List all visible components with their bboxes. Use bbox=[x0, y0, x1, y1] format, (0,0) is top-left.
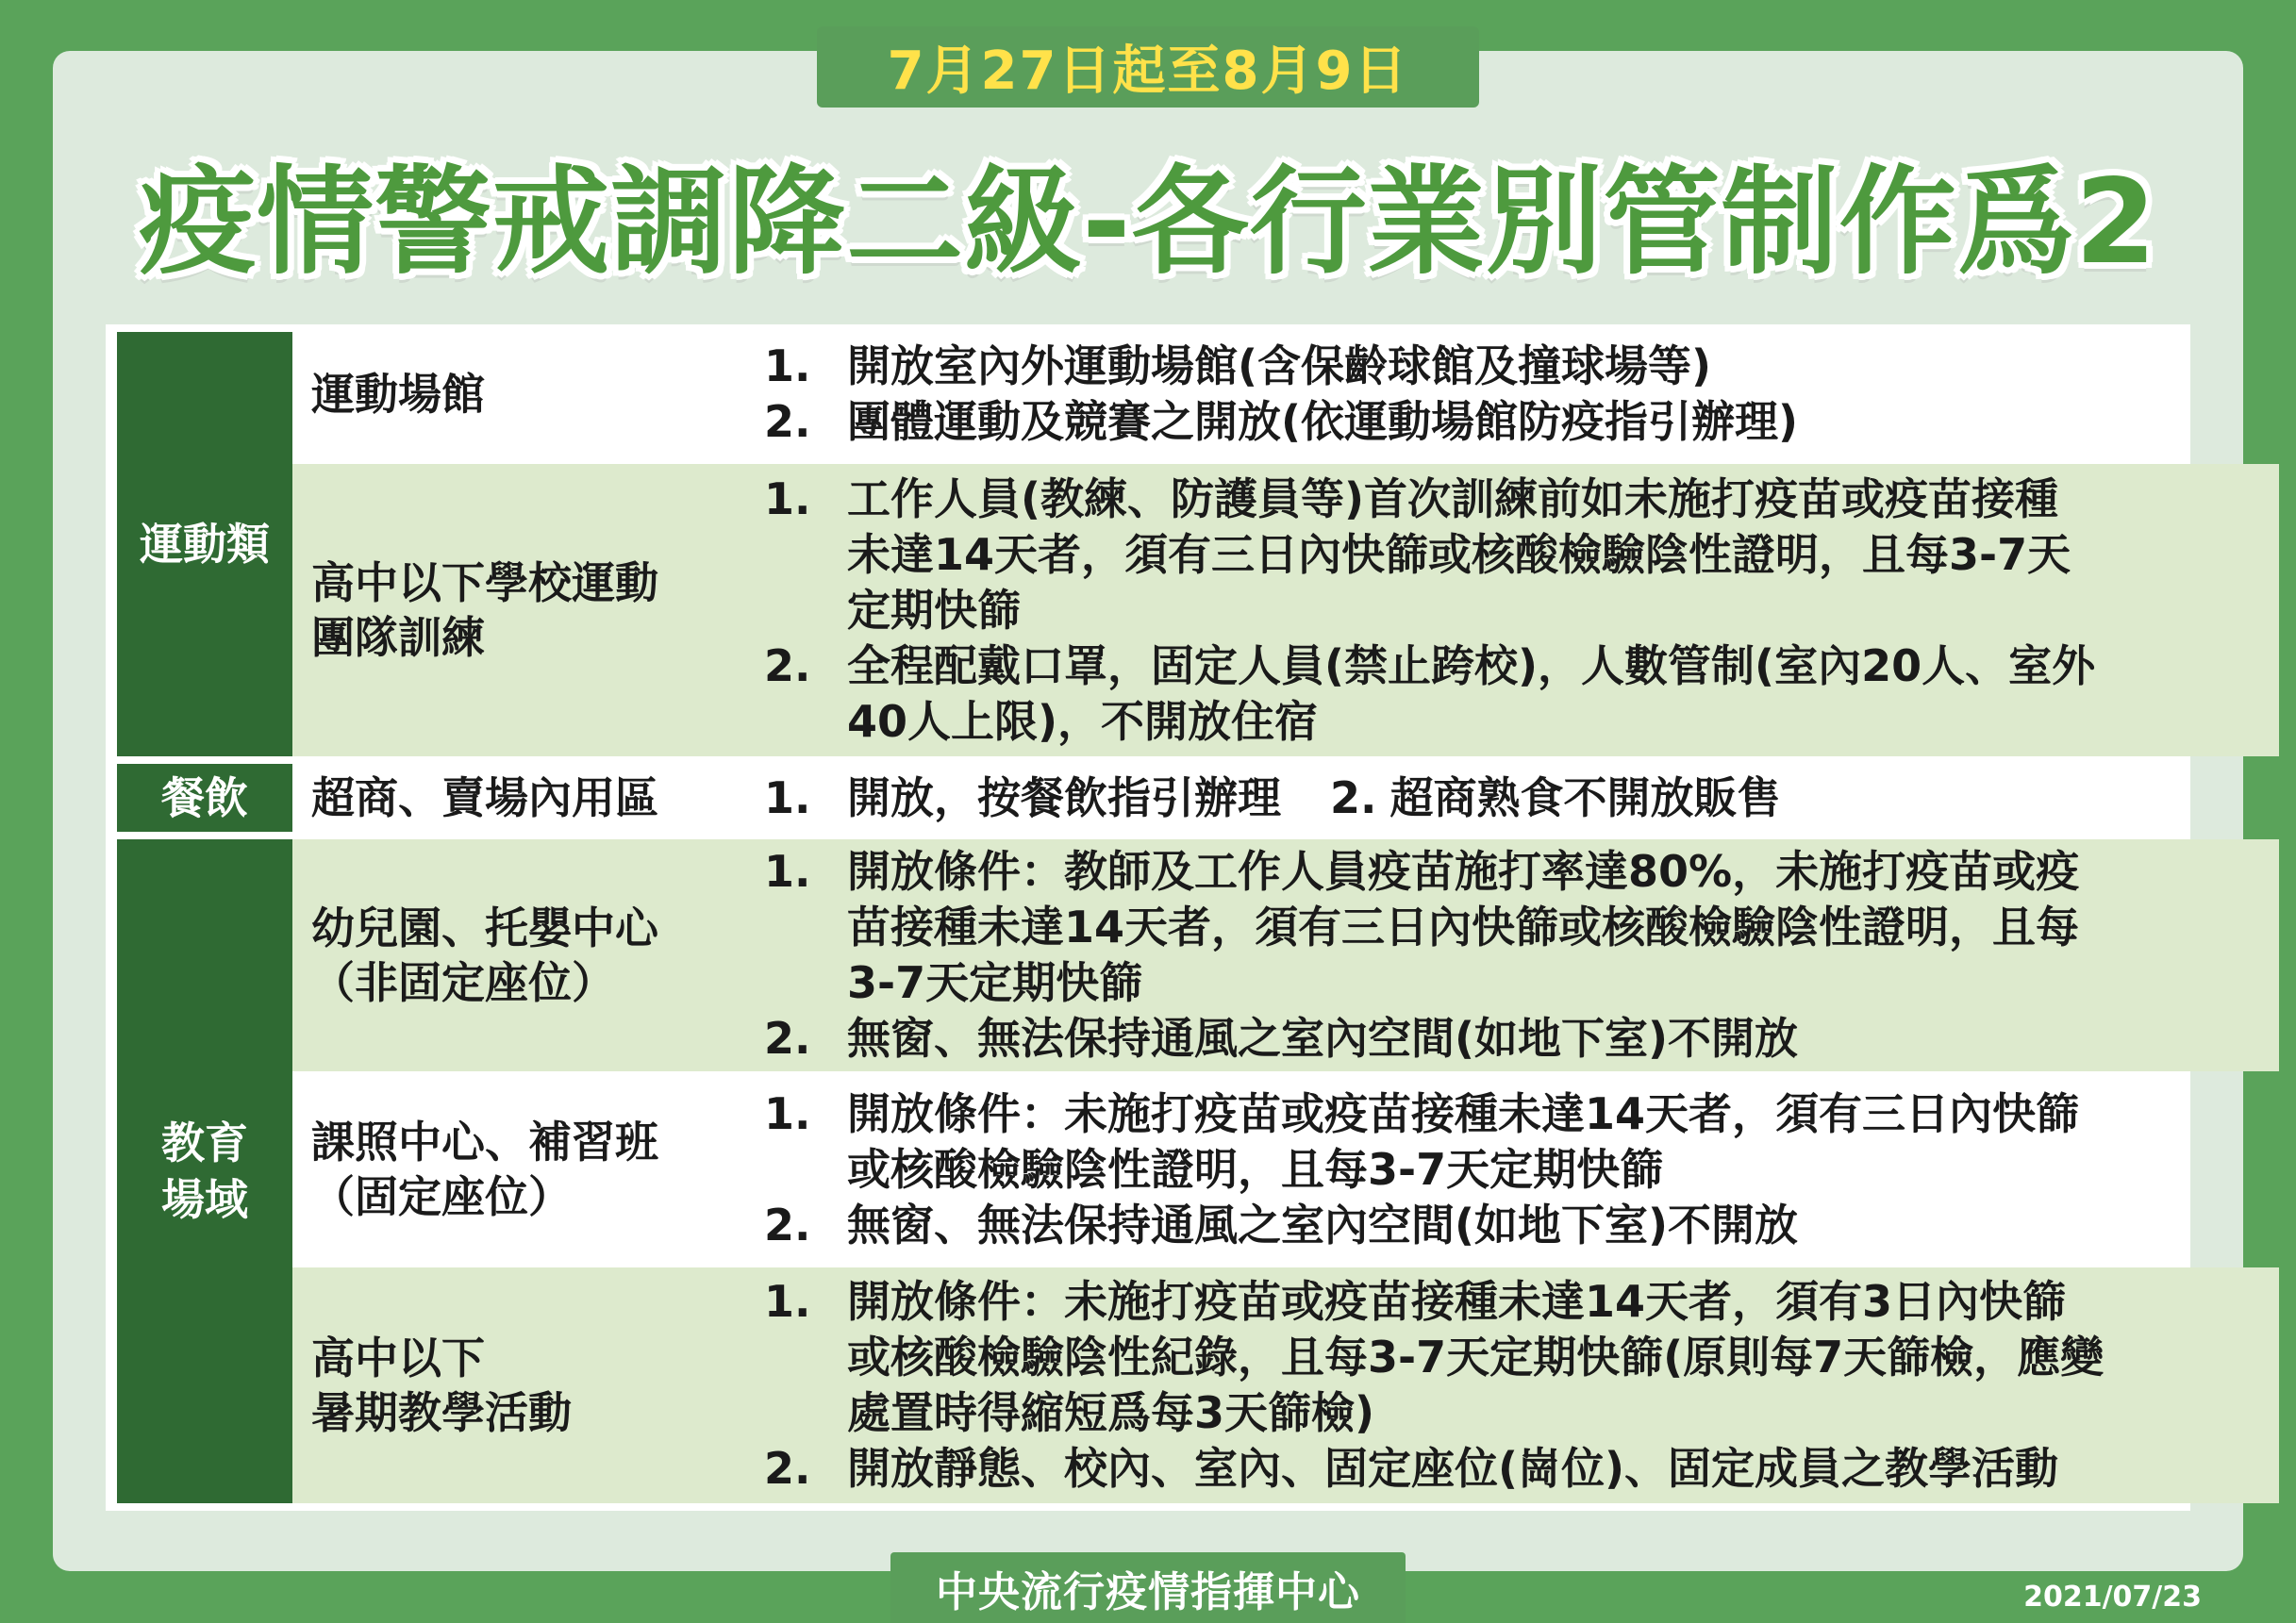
page-title: 疫情警戒調降二級-各行業別管制作爲2 bbox=[139, 155, 2157, 290]
item-text: 開放，按餐飲指引辦理 bbox=[847, 771, 1281, 823]
category-education-label-2: 場域 bbox=[161, 1174, 248, 1225]
item-text: 開放室內外運動場館(含保齡球館及撞球場等) bbox=[847, 340, 1712, 391]
category-dining bbox=[117, 764, 292, 832]
subject-line: 超商、賣場內用區 bbox=[311, 772, 658, 823]
table-row bbox=[292, 764, 2279, 832]
row-items bbox=[764, 764, 2264, 832]
subject-line: 運動場館 bbox=[311, 369, 485, 420]
row-subject bbox=[311, 1267, 726, 1503]
row-items bbox=[764, 464, 2264, 756]
subject-line: （非固定座位） bbox=[311, 957, 615, 1008]
item-text-line: 處置時得縮短爲每3天篩檢) bbox=[847, 1387, 1375, 1438]
item-text-line: 未達14天者，須有三日內快篩或核酸檢驗陰性證明，且每3-7天 bbox=[847, 528, 2071, 580]
subject-line: 暑期教學活動 bbox=[311, 1387, 572, 1438]
item-text-line: 40人上限)，不開放住宿 bbox=[847, 695, 1319, 747]
publish-date: 2021/07/23 bbox=[2023, 1581, 2202, 1614]
item-text-line: 定期快篩 bbox=[847, 584, 1021, 636]
item-number: 1. bbox=[764, 472, 811, 524]
row-subject bbox=[311, 764, 726, 832]
item-text bbox=[847, 844, 2264, 1011]
item-text: 開放靜態、校內、室內、固定座位(崗位)、固定成員之教學活動 bbox=[847, 1443, 2059, 1494]
row-items bbox=[764, 1079, 2264, 1260]
item-text-line: 全程配戴口罩，固定人員(禁止跨校)，人數管制(室內20人、室外 bbox=[847, 639, 2096, 691]
subject-line: 幼兒園、托嬰中心 bbox=[311, 903, 658, 953]
row-items bbox=[764, 1267, 2264, 1503]
item-number: 1. bbox=[764, 771, 811, 823]
regulation-table bbox=[106, 324, 2190, 1511]
item-text bbox=[847, 1086, 2264, 1198]
item-text-line: 開放條件：教師及工作人員疫苗施打率達80%，未施打疫苗或疫 bbox=[847, 846, 2080, 897]
inline-item-group bbox=[764, 770, 2264, 826]
table-row bbox=[292, 464, 2279, 756]
item-number: 2. bbox=[764, 1443, 811, 1494]
row-items bbox=[764, 839, 2264, 1071]
item-number: 1. bbox=[764, 846, 811, 897]
item-number: 1. bbox=[764, 1276, 811, 1327]
subject-line: 高中以下學校運動 bbox=[311, 557, 658, 608]
list-item bbox=[764, 339, 2264, 394]
table-row bbox=[292, 1079, 2279, 1260]
item-number: 2. bbox=[764, 1199, 811, 1250]
list-item bbox=[764, 1198, 2264, 1253]
table-row bbox=[292, 332, 2279, 456]
category-education-label-1: 教育 bbox=[161, 1118, 248, 1168]
list-item bbox=[764, 472, 2264, 638]
table-row bbox=[292, 839, 2279, 1071]
subject-line: 課照中心、補習班 bbox=[311, 1117, 658, 1168]
item-text bbox=[847, 1274, 2264, 1441]
item-number: 1. bbox=[764, 340, 811, 391]
item-number: 2. bbox=[764, 639, 811, 691]
item-text-line: 開放條件：未施打疫苗或疫苗接種未達14天者，須有三日內快篩 bbox=[847, 1087, 2080, 1139]
subject-line: （固定座位） bbox=[311, 1171, 572, 1222]
row-subject bbox=[311, 464, 726, 756]
item-text-line: 工作人員(教練、防護員等)首次訓練前如未施打疫苗或疫苗接種 bbox=[847, 472, 2059, 524]
list-item bbox=[764, 1011, 2264, 1067]
item-text-line: 或核酸檢驗陰性證明，且每3-7天定期快篩 bbox=[847, 1143, 1664, 1195]
list-item bbox=[764, 1274, 2264, 1441]
item-text: 超商熟食不開放販售 bbox=[1389, 771, 1781, 823]
item-text-line: 開放條件：未施打疫苗或疫苗接種未達14天者，須有3日內快篩 bbox=[847, 1276, 2067, 1327]
list-item bbox=[764, 1086, 2264, 1198]
row-subject bbox=[311, 332, 726, 456]
row-items bbox=[764, 332, 2264, 456]
table-row bbox=[292, 1267, 2279, 1503]
category-sports bbox=[117, 332, 292, 756]
item-text: 無窗、無法保持通風之室內空間(如地下室)不開放 bbox=[847, 1199, 1799, 1250]
item-number: 2. bbox=[764, 1013, 811, 1064]
footer-agency: 中央流行疫情指揮中心 bbox=[890, 1552, 1406, 1623]
item-number: 2. bbox=[764, 396, 811, 447]
category-education bbox=[117, 839, 292, 1503]
item-text-line: 苗接種未達14天者，須有三日內快篩或核酸檢驗陰性證明，且每 bbox=[847, 902, 2080, 952]
list-item bbox=[764, 1441, 2264, 1497]
category-sports-label: 運動類 bbox=[140, 519, 270, 570]
item-text bbox=[847, 638, 2264, 750]
category-dining-label: 餐飲 bbox=[161, 772, 248, 823]
subject-line: 高中以下 bbox=[311, 1333, 485, 1383]
row-subject bbox=[311, 1079, 726, 1260]
item-text-line: 或核酸檢驗陰性紀錄，且每3-7天定期快篩(原則每7天篩檢，應變 bbox=[847, 1332, 2105, 1383]
subject-line: 團隊訓練 bbox=[311, 612, 485, 663]
item-text: 團體運動及競賽之開放(依運動場館防疫指引辦理) bbox=[847, 396, 1799, 447]
item-number: 1. bbox=[764, 1087, 811, 1139]
row-subject bbox=[311, 839, 726, 1071]
item-text bbox=[847, 472, 2264, 638]
item-number: 2. bbox=[1330, 771, 1377, 823]
list-item bbox=[764, 638, 2264, 750]
date-range-badge: 7月27日起至8月9日 bbox=[817, 26, 1479, 108]
item-text-line: 3-7天定期快篩 bbox=[847, 957, 1143, 1008]
item-text: 無窗、無法保持通風之室內空間(如地下室)不開放 bbox=[847, 1013, 1799, 1064]
list-item bbox=[764, 394, 2264, 450]
list-item bbox=[764, 844, 2264, 1011]
